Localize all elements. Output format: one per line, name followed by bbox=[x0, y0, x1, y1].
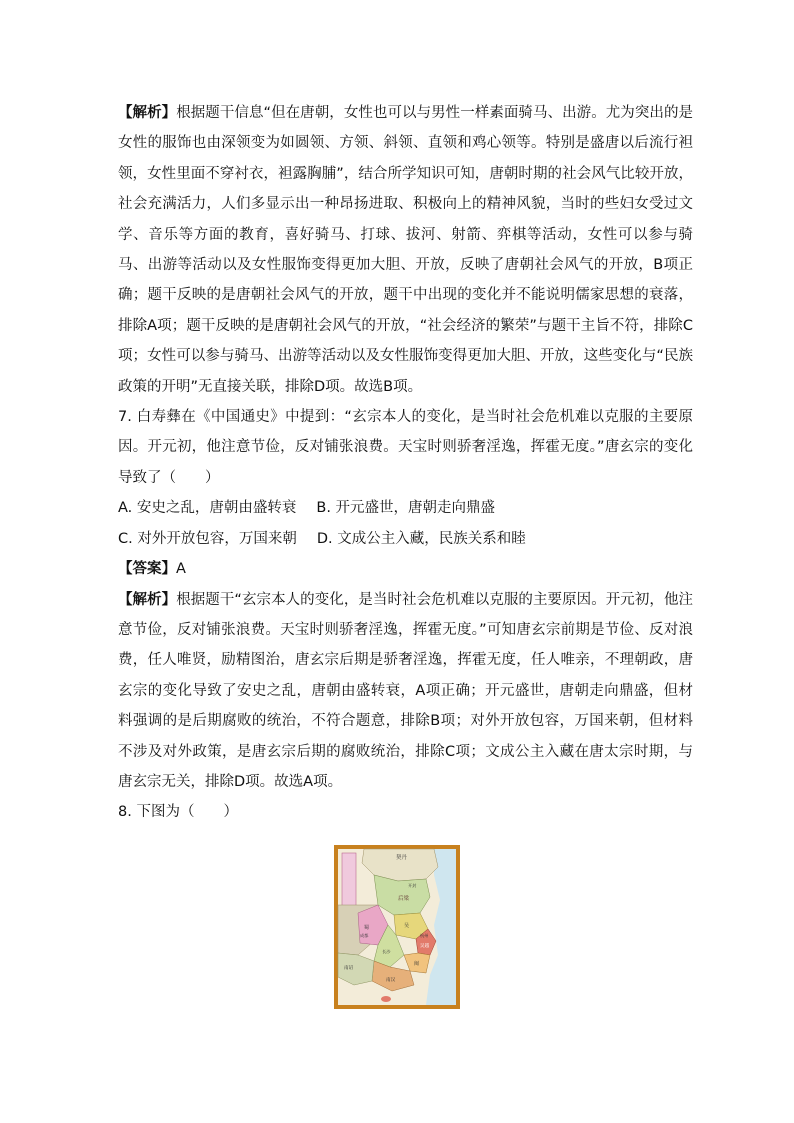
question-8-stem: 8. 下图为（ ） bbox=[118, 804, 238, 821]
map-label-nanzhao: 南诏 bbox=[344, 966, 354, 971]
map-label-south-han: 南汉 bbox=[386, 978, 396, 983]
question-7-analysis bbox=[118, 585, 693, 798]
analysis-block-q6 bbox=[118, 98, 693, 402]
historical-map-figure bbox=[334, 845, 460, 1009]
option-c: C. 对外开放包容，万国来朝 bbox=[118, 530, 297, 547]
option-d: D. 文成公主入藏，民族关系和睦 bbox=[316, 530, 526, 547]
map-label-chengdu: 成都 bbox=[360, 933, 369, 938]
analysis-text: 根据题干“玄宗本人的变化，是当时社会危机难以克服的主要原因。开元初，他注意节俭，反对铺张浪费。天宝时则骄奢淫逸，挥霍无度。”可知唐玄宗前期是节俭、反对浪费，任人唯贤，励精图治，唐玄宗后期是骄奢淫逸，挥霍无度，任人唯亲，不理朝政，唐玄宗的变化导致了安史之乱，唐朝由盛转衰，A项正确；开元盛世，唐朝走向鼎盛，但材料强调的是后期腐败的统治，不符合题意，排除B项；对外开放包容，万国来朝，但材料不涉及对外政策，是唐玄宗后期的腐败统治，排除C项；文成公主入藏在唐太宗时期，与唐玄宗无关，排除D项。故选A项。 bbox=[118, 591, 693, 790]
analysis-label: 【解析】 bbox=[118, 591, 177, 608]
question-7-stem: 7. 白寿彝在《中国通史》中提到：“玄宗本人的变化，是当时社会危机难以克服的主要原因。开元初，他注意节俭，反对铺张浪费。天宝时则骄奢淫逸，挥霍无度。”唐玄宗的变化导致了（ ） bbox=[118, 409, 693, 486]
options-row-2 bbox=[118, 524, 693, 554]
option-b: B. 开元盛世，唐朝走向鼎盛 bbox=[316, 500, 496, 517]
map-label-wu: 吴 bbox=[404, 923, 410, 929]
analysis-text: 根据题干信息“但在唐朝，女性也可以与男性一样素面骑马、出游。尤为突出的是女性的服饰也由深领变为如圆领、方领、斜领、直领和鸡心领等。特别是盛唐以后流行袒领，女性里面不穿衬衣，袒露胸脯”，结合所学知识可知，唐朝时期的社会风气比较开放，社会充满活力，人们多显示出一种昂扬进取、积极向上的精神风貌，当时的些妇女受过文学、音乐等方面的教育，喜好骑马、打球、拔河、射箭、弈棋等活动，女性可以参与骑马、出游等活动以及女性服饰变得更加大胆、开放，反映了唐朝社会风气的开放，B项正确；题干反映的是唐朝社会风气的开放，题干中出现的变化并不能说明儒家思想的衰落，排除A项；题干反映的是唐朝社会风气的开放，“社会经济的繁荣”与题干主旨不符，排除C项；女性可以参与骑马、出游等活动以及女性服饰变得更加大胆、开放，这些变化与“民族政策的开明”无直接关联，排除D项。故选B项。 bbox=[118, 105, 693, 395]
map-label-later-liang: 后梁 bbox=[398, 896, 410, 902]
map-label-hangzhou: 杭州 bbox=[420, 933, 429, 938]
map-label-wuyue: 吴越 bbox=[420, 944, 430, 949]
question-7-options bbox=[118, 493, 693, 554]
map-label-min: 闽 bbox=[414, 961, 420, 967]
map-label-changsha: 长沙 bbox=[382, 949, 391, 954]
answer-label: 【答案】 bbox=[118, 561, 176, 578]
map-label-kaifeng: 开封 bbox=[408, 883, 417, 888]
document-page bbox=[118, 98, 693, 828]
map-legend bbox=[342, 853, 356, 913]
answer-value: A bbox=[176, 561, 186, 578]
question-7-answer bbox=[118, 554, 693, 584]
analysis-label: 【解析】 bbox=[118, 105, 177, 121]
map-label-shu: 蜀 bbox=[364, 925, 370, 931]
options-row-1 bbox=[118, 493, 693, 523]
option-a: A. 安史之乱，唐朝由盛转衰 bbox=[118, 500, 297, 517]
region-hainan bbox=[381, 996, 391, 1002]
map-label-khitan: 契丹 bbox=[396, 855, 408, 861]
